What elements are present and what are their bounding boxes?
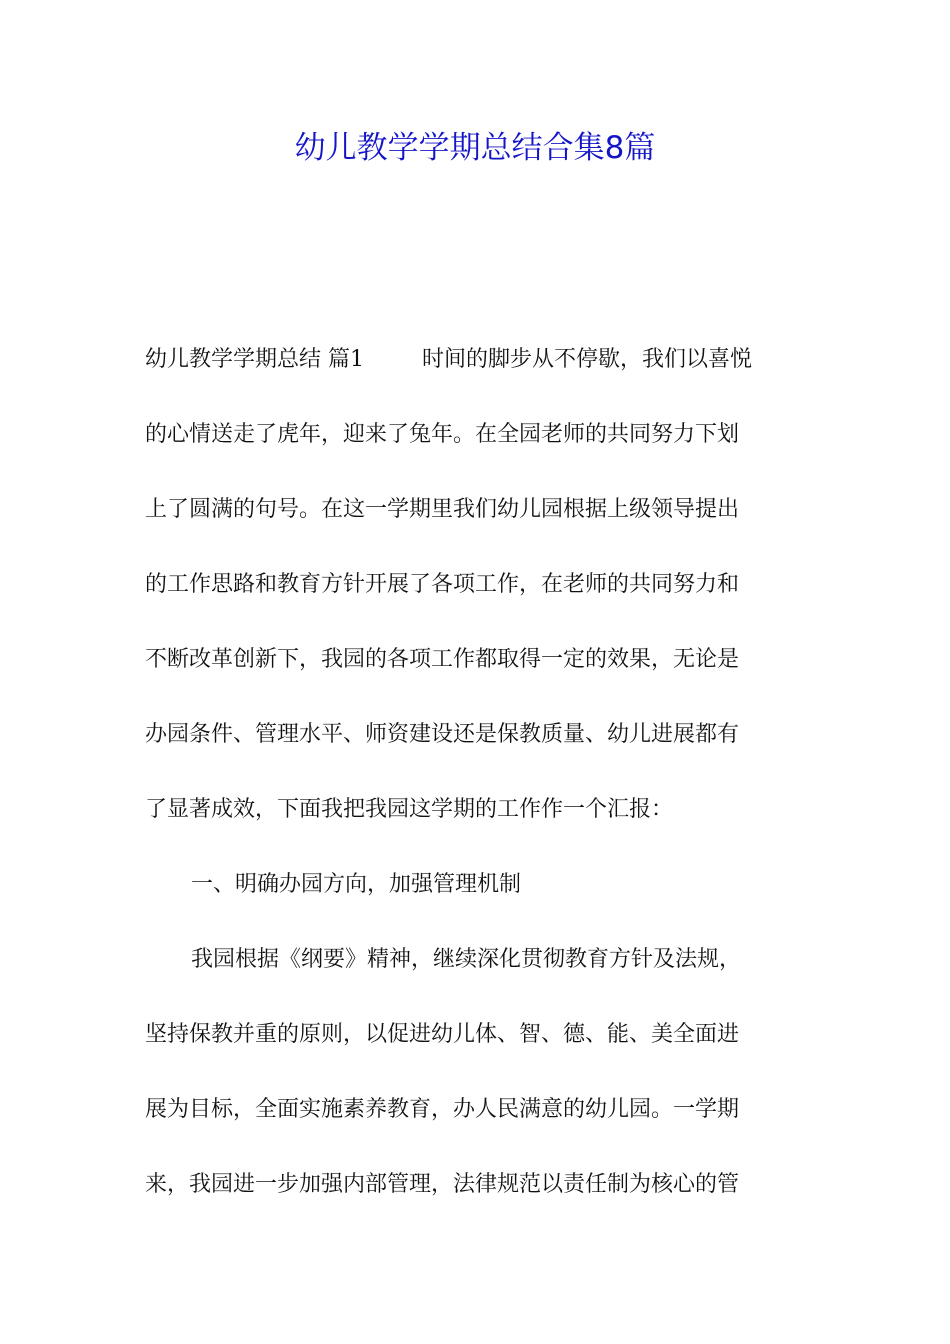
text-line-3: 上了圆满的句号。在这一学期里我们幼儿园根据上级领导提出 xyxy=(145,497,740,522)
text-line-1 xyxy=(145,345,810,375)
paragraph-text: 时间的脚步从不停歇，我们以喜悦 xyxy=(422,347,753,372)
text-line-2: 的心情送走了虎年，迎来了兔年。在全园老师的共同努力下划 xyxy=(145,422,740,447)
text-line-5: 不断改革创新下，我园的各项工作都取得一定的效果，无论是 xyxy=(145,647,740,672)
text-line-7: 了显著成效，下面我把我园这学期的工作作一个汇报： xyxy=(145,797,674,822)
text-line-6: 办园条件、管理水平、师资建设还是保教质量、幼儿进展都有 xyxy=(145,722,740,747)
document-title: 幼儿教学学期总结合集8篇 xyxy=(294,130,656,166)
text-line-9: 我园根据《纲要》精神，继续深化贯彻教育方针及法规， xyxy=(191,947,742,972)
subheading-line: 一、明确办园方向，加强管理机制 xyxy=(191,872,522,897)
text-line-11: 展为目标，全面实施素养教育，办人民满意的幼儿园。一学期 xyxy=(145,1097,740,1122)
text-line-12: 来，我园进一步加强内部管理，法律规范以责任制为核心的管 xyxy=(145,1172,740,1197)
text-line-10: 坚持保教并重的原则，以促进幼儿体、智、德、能、美全面进 xyxy=(145,1022,740,1047)
section-heading: 幼儿教学学期总结 篇1 xyxy=(145,347,364,372)
text-line-4: 的工作思路和教育方针开展了各项工作，在老师的共同努力和 xyxy=(145,572,740,597)
